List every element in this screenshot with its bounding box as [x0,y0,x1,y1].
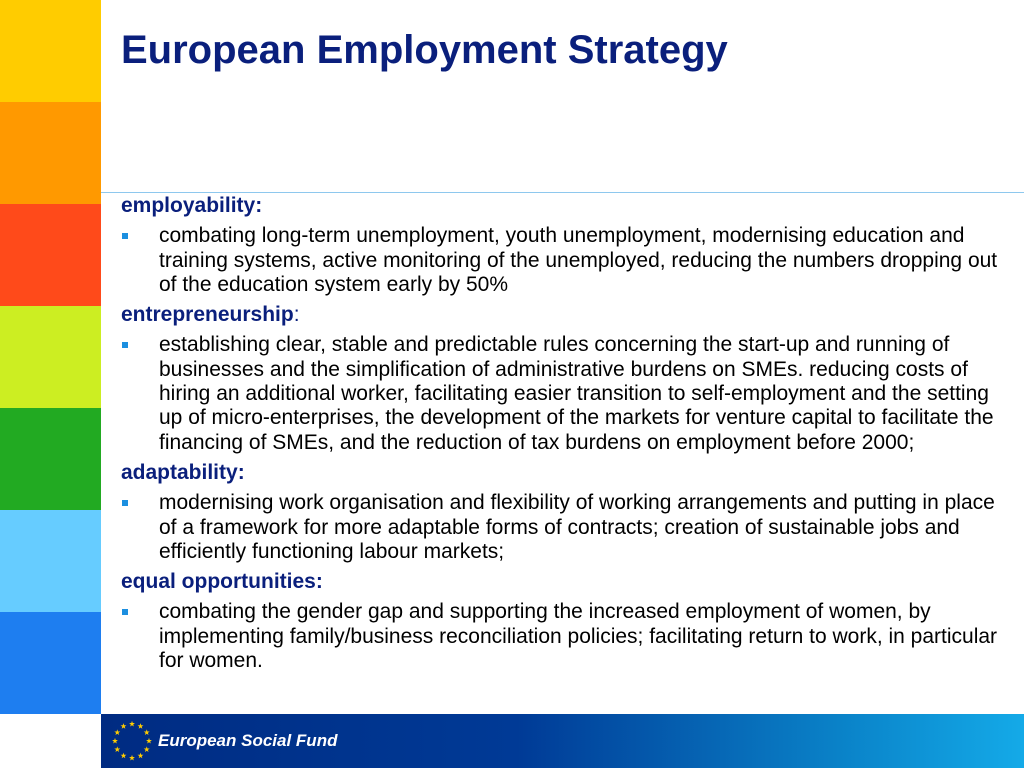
slide-title: European Employment Strategy [121,28,728,72]
bullet-square-icon [122,233,128,239]
eu-star-icon [144,746,150,752]
heading-text: adaptability [121,460,238,484]
bullet-text: combating long-term unemployment, youth unemployment, modernising education and training systems, active monitoring of the unemployed, reducing the numbers dropping out of the education system early by 50% [159,224,998,296]
heading-text: employability [121,194,256,217]
eu-star-icon [121,753,127,759]
bullet-text: establishing clear, stable and predictable rules concerning the start-up and running of businesses and the simplification of administrative burdens on SMEs. reducing costs of hiring an additional worker, facilitating easier transition to self-employment and the setting up of micro-enterprises, the development of the markets for venture capital to facilitate the financing of SMEs, and the reduction of tax burdens on employment before 2000; [159,333,994,454]
bullet-text: modernising work organisation and flexibility of working arrangements and putting in place of a framework for more adaptable forms of contracts; creation of sustainable jobs and efficiently functioning labour markets; [159,491,995,563]
bullet-item [121,491,1011,564]
bullet-item [121,600,1011,673]
stripe-orange [0,102,101,204]
footer-label: European Social Fund [158,731,338,750]
eu-star-icon [144,729,150,735]
section-heading-employability [121,194,1011,218]
section-heading-entrepreneurship [121,303,1011,327]
eu-star-icon [138,723,144,729]
stripe-lime [0,306,101,408]
eu-star-icon [129,721,135,727]
bullet-square-icon [122,500,128,506]
eu-star-icon [146,738,152,744]
heading-colon: : [315,570,323,594]
slide-content [121,194,1011,679]
stripe-red [0,204,101,306]
eu-flag-icon [109,718,155,764]
bullet-text: combating the gender gap and supporting the increased employment of women, by implementing family/business reconciliation policies; facilitating return to work, in particular for women. [159,600,998,673]
eu-star-icon [138,753,144,759]
stripe-green [0,408,101,510]
eu-star-icon [112,738,118,744]
heading-colon: : [237,460,245,484]
eu-star-icon [129,755,135,761]
heading-colon: : [293,303,300,327]
heading-colon: : [255,194,263,217]
title-divider [101,192,1024,193]
heading-text: equal opportunities [121,570,316,594]
section-heading-equal-opportunities [121,570,1011,594]
stripe-light-blue [0,510,101,612]
color-stripes [0,0,101,714]
stripe-yellow [0,0,101,102]
bullet-item [121,333,1011,454]
footer-bar [101,714,1024,768]
bullet-square-icon [122,609,128,615]
eu-star-icon [114,729,120,735]
eu-star-icon [121,723,127,729]
stripe-blue [0,612,101,714]
bullet-square-icon [122,342,128,348]
section-heading-adaptability [121,461,1011,485]
eu-star-icon [114,746,120,752]
heading-text: entrepreneurship [121,303,294,327]
bullet-item [121,224,1011,297]
